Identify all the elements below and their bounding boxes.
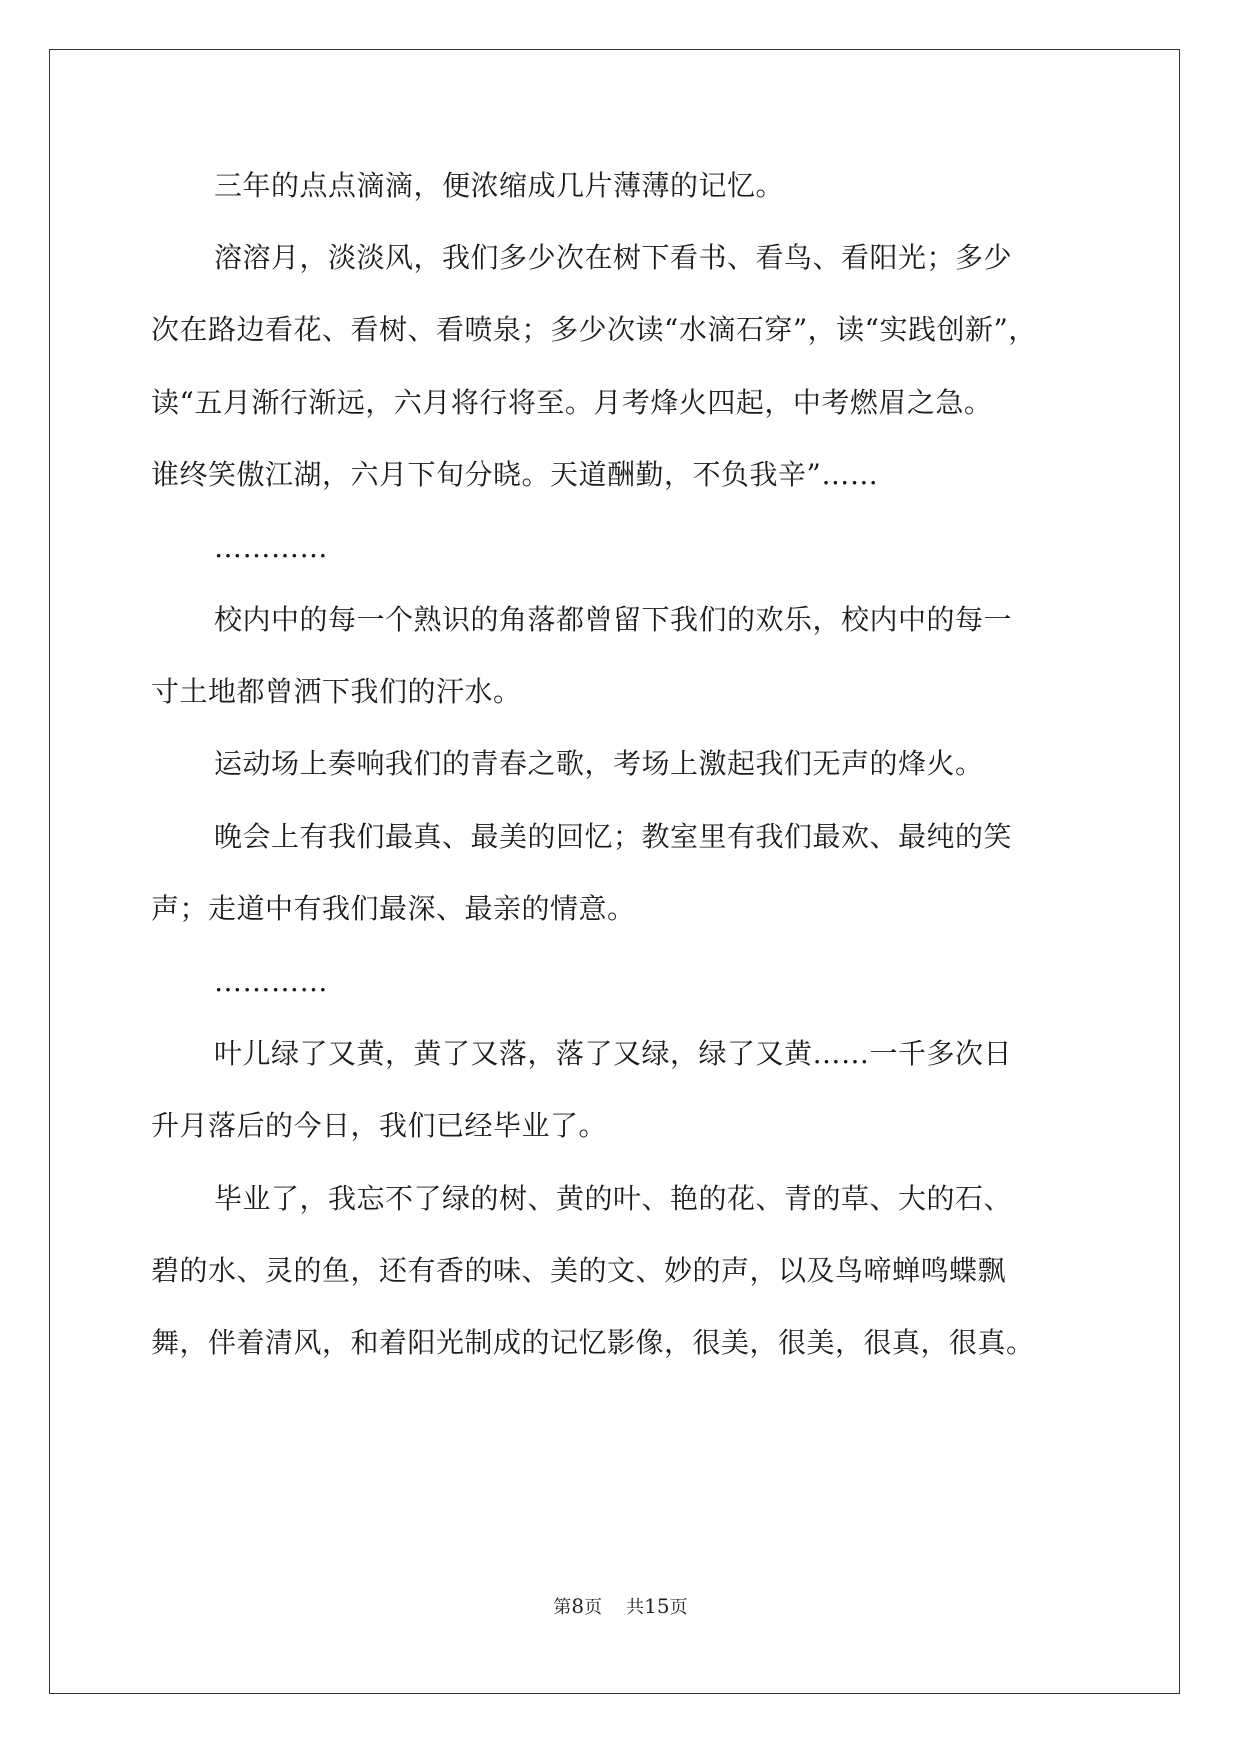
text-line: 三年的点点滴滴，便浓缩成几片薄薄的记忆。 (214, 169, 785, 202)
page-number: 8 (571, 1594, 585, 1618)
ellipsis-line: ………… (214, 531, 328, 564)
text-line: 叶儿绿了又黄，黄了又落，落了又绿，绿了又黄……一千多次日 (214, 1037, 1013, 1070)
text-line: 毕业了，我忘不了绿的树、黄的叶、艳的花、青的草、大的石、 (214, 1182, 1013, 1215)
text-line: 晚会上有我们最真、最美的回忆；教室里有我们最欢、最纯的笑 (214, 820, 1013, 853)
page-prefix: 第 (553, 1597, 572, 1618)
page-suffix: 页 (584, 1597, 603, 1618)
text-line: 寸土地都曾洒下我们的汗水。 (151, 675, 522, 708)
text-line: 舞，伴着清风，和着阳光制成的记忆影像，很美，很美，很真，很真。 (151, 1326, 1035, 1359)
page-border (49, 49, 1180, 1694)
text-line: 碧的水、灵的鱼，还有香的味、美的文、妙的声，以及鸟啼蝉鸣蝶飘 (151, 1254, 1007, 1287)
total-prefix: 共 (626, 1597, 645, 1618)
total-suffix: 页 (669, 1597, 688, 1618)
page-footer (0, 1594, 1241, 1620)
text-line: 溶溶月，淡淡风，我们多少次在树下看书、看鸟、看阳光；多少 (214, 241, 1013, 274)
ellipsis-line: ………… (214, 965, 328, 998)
text-line: 读“五月渐行渐远，六月将行将至。月考烽火四起，中考燃眉之急。 (151, 386, 993, 419)
text-line: 升月落后的今日，我们已经毕业了。 (151, 1109, 608, 1142)
text-line: 声；走道中有我们最深、最亲的情意。 (151, 892, 636, 925)
text-line: 校内中的每一个熟识的角落都曾留下我们的欢乐，校内中的每一 (214, 603, 1013, 636)
text-line: 谁终笑傲江湖，六月下旬分晓。天道酬勤，不负我辛”…… (151, 458, 879, 491)
text-line: 运动场上奏响我们的青春之歌，考场上激起我们无声的烽火。 (214, 747, 984, 780)
text-line: 次在路边看花、看树、看喷泉；多少次读“水滴石穿”，读“实践创新”， (151, 313, 1037, 346)
total-pages: 15 (644, 1594, 670, 1618)
